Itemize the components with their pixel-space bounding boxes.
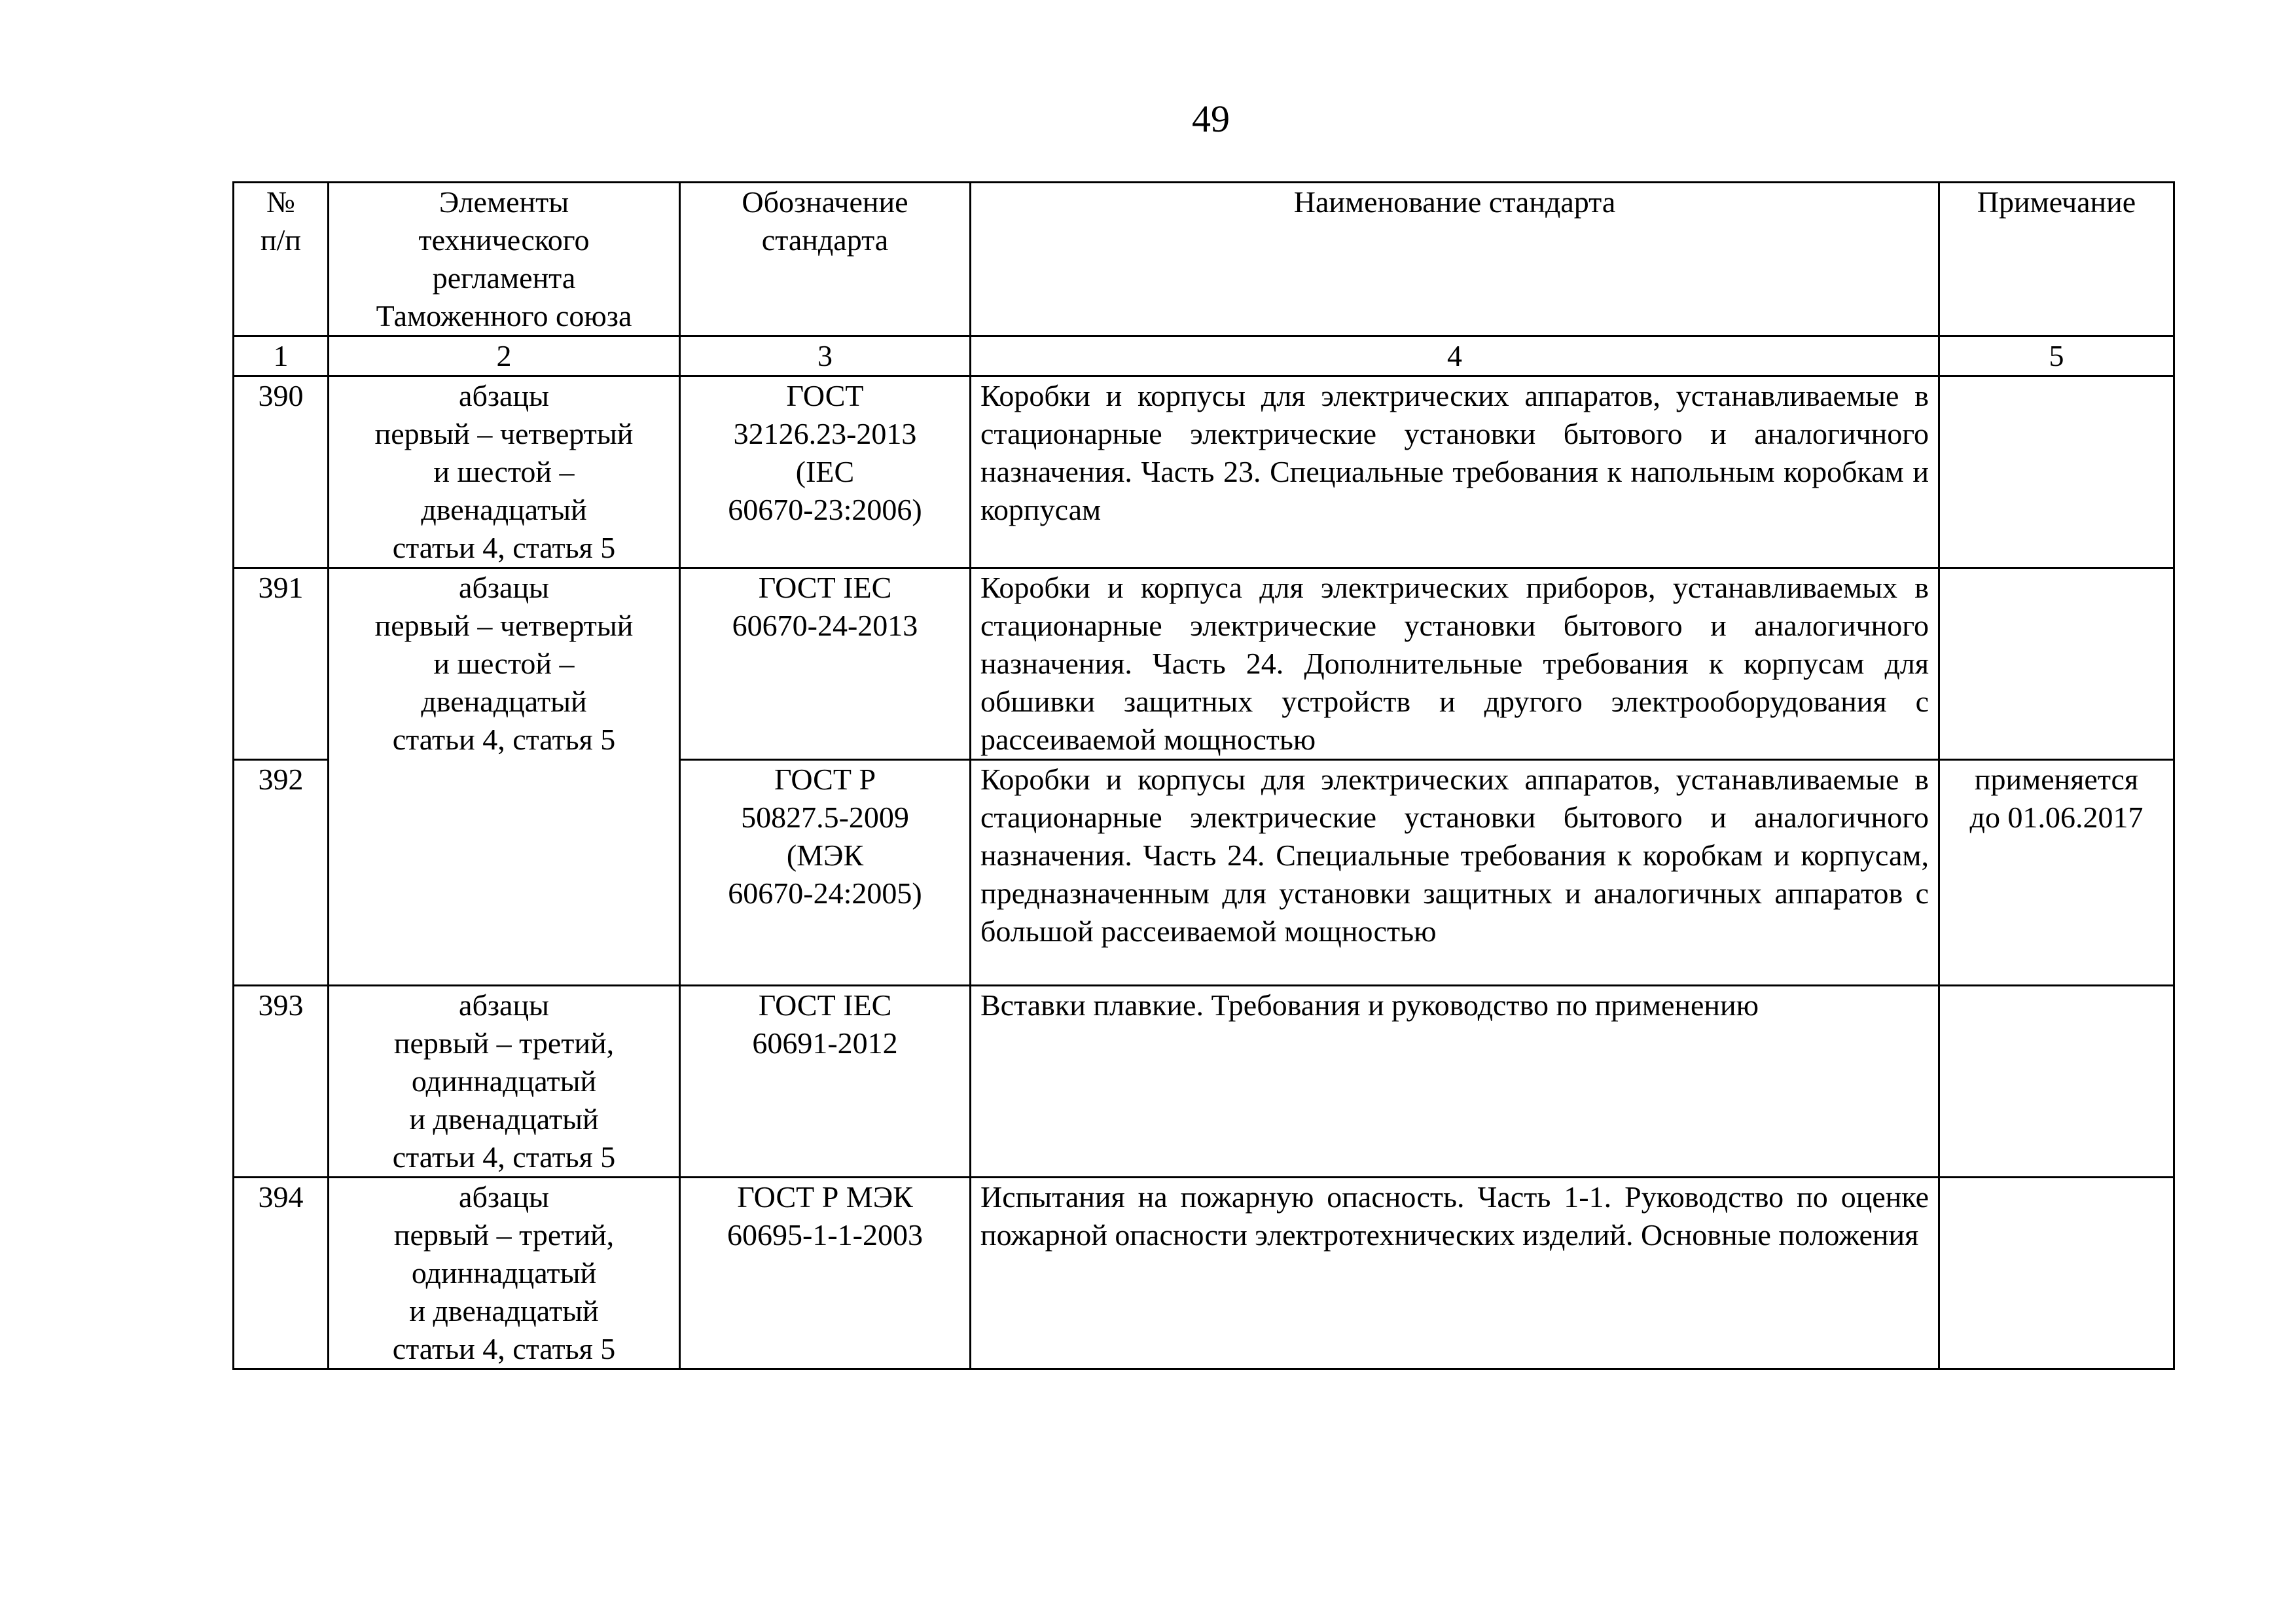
row-designation: ГОСТ Р 50827.5-2009 (МЭК 60670-24:2005)	[680, 760, 971, 986]
row-designation: ГОСТ IEC 60670-24-2013	[680, 568, 971, 760]
table-row	[234, 986, 2174, 1178]
row-number: 393	[234, 986, 329, 1178]
row-designation: ГОСТ IEC 60691-2012	[680, 986, 971, 1178]
column-number: 3	[680, 336, 971, 376]
row-note	[1939, 986, 2174, 1178]
header-row	[234, 183, 2174, 336]
row-number: 391	[234, 568, 329, 760]
row-elements: абзацы первый – четвертый и шестой – двенадцатый статьи 4, статья 5	[329, 568, 680, 986]
table-row	[234, 568, 2174, 760]
page-number: 49	[1192, 98, 1230, 140]
row-standard-name: Испытания на пожарную опасность. Часть 1-1. Руководство по оценке пожарной опасности электротехнических изделий. Основные положения	[971, 1178, 1939, 1369]
row-elements: абзацы первый – третий, одиннадцатый и двенадцатый статьи 4, статья 5	[329, 1178, 680, 1369]
row-number: 394	[234, 1178, 329, 1369]
header-name: Наименование стандарта	[971, 183, 1939, 336]
table-row	[234, 376, 2174, 568]
row-note: применяется до 01.06.2017	[1939, 760, 2174, 986]
row-designation: ГОСТ 32126.23-2013 (IEC 60670-23:2006)	[680, 376, 971, 568]
column-number: 5	[1939, 336, 2174, 376]
row-number: 390	[234, 376, 329, 568]
row-note	[1939, 568, 2174, 760]
header-note: Примечание	[1939, 183, 2174, 336]
row-standard-name: Коробки и корпусы для электрических аппаратов, устанавливаемые в стационарные электрические установки бытового и аналогичного назначения. Часть 24. Специальные требования к коробкам и корпусам, предназначенным для установки защитных и аналогичных аппаратов с большой рассеиваемой мощностью	[971, 760, 1939, 986]
row-elements: абзацы первый – четвертый и шестой – двенадцатый статьи 4, статья 5	[329, 376, 680, 568]
column-number-row	[234, 336, 2174, 376]
row-standard-name: Вставки плавкие. Требования и руководство по применению	[971, 986, 1939, 1178]
row-note	[1939, 1178, 2174, 1369]
row-designation: ГОСТ Р МЭК 60695-1-1-2003	[680, 1178, 971, 1369]
row-standard-name: Коробки и корпусы для электрических аппаратов, устанавливаемые в стационарные электрические установки бытового и аналогичного назначения. Часть 23. Специальные требования к напольным коробкам и корпусам	[971, 376, 1939, 568]
table-row	[234, 1178, 2174, 1369]
header-designation: Обозначение стандарта	[680, 183, 971, 336]
column-number: 2	[329, 336, 680, 376]
row-elements: абзацы первый – третий, одиннадцатый и двенадцатый статьи 4, статья 5	[329, 986, 680, 1178]
row-number: 392	[234, 760, 329, 986]
column-number: 1	[234, 336, 329, 376]
header-elements: Элементы технического регламента Таможенного союза	[329, 183, 680, 336]
header-num: № п/п	[234, 183, 329, 336]
standards-table	[232, 181, 2175, 1370]
column-number: 4	[971, 336, 1939, 376]
row-standard-name: Коробки и корпуса для электрических приборов, устанавливаемых в стационарные электрические установки бытового и аналогичного назначения. Часть 24. Дополнительные требования к корпусам для обшивки защитных устройств и другого электрооборудования с рассеиваемой мощностью	[971, 568, 1939, 760]
row-note	[1939, 376, 2174, 568]
